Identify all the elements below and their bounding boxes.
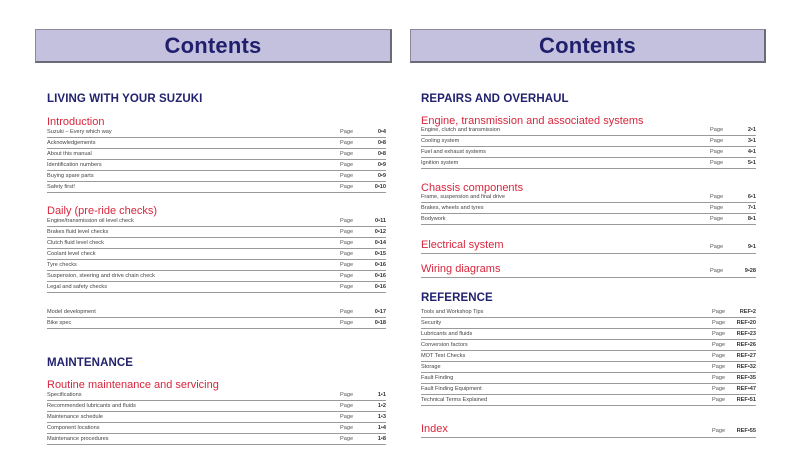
toc-entry[interactable]: Safety first! Page 0•10	[47, 182, 386, 193]
toc-entry[interactable]: About this manual Page 0•8	[47, 149, 386, 160]
toc-entry[interactable]: Clutch fluid level check Page 0•14	[47, 238, 386, 249]
toc-entry[interactable]: Buying spare parts Page 0•9	[47, 171, 386, 182]
toc-entry[interactable]: Maintenance schedule Page 1•3	[47, 412, 386, 423]
section-heading-introduction: Introduction	[47, 116, 105, 128]
toc-entry[interactable]: Maintenance procedures Page 1•8	[47, 434, 386, 445]
toc-entry[interactable]: Frame, suspension and final drive Page 6•1	[421, 192, 756, 203]
section-heading-chassis: Chassis components	[421, 182, 524, 194]
toc-entry[interactable]: Lubricants and fluids Page REF•23	[421, 329, 756, 340]
toc-entry[interactable]: Model development Page 0•17	[47, 307, 386, 318]
toc-entry[interactable]: Security Page REF•20	[421, 318, 756, 329]
section-heading-engine: Engine, transmission and associated systems	[421, 115, 644, 127]
toc-entry[interactable]: Technical Terms Explained Page REF•51	[421, 395, 756, 406]
engine-list	[421, 125, 756, 169]
toc-entry[interactable]: Identification numbers Page 0•9	[47, 160, 386, 171]
toc-entry[interactable]: Fuel and exhaust systems Page 4•1	[421, 147, 756, 158]
toc-entry[interactable]: Brakes, wheels and tyres Page 7•1	[421, 203, 756, 214]
toc-entry[interactable]: Component locations Page 1•4	[47, 423, 386, 434]
right-column	[421, 0, 756, 467]
toc-entry[interactable]: Tyre checks Page 0•16	[47, 260, 386, 271]
toc-entry-index[interactable]: Index Page REF•55	[421, 422, 756, 438]
contents-title: Contents	[539, 32, 636, 58]
toc-entry[interactable]: Brakes fluid level checks Page 0•12	[47, 227, 386, 238]
contents-title: Contents	[164, 32, 262, 58]
toc-entry[interactable]: Fault Finding Page REF•35	[421, 373, 756, 384]
toc-entry[interactable]: Suzuki – Every which way Page 0•4	[47, 127, 386, 138]
introduction-list	[47, 127, 386, 193]
part-heading-maintenance: MAINTENANCE	[47, 357, 134, 369]
model-list	[47, 307, 386, 329]
part-heading-reference: REFERENCE	[421, 292, 493, 304]
toc-entry[interactable]: Specifications Page 1•1	[47, 390, 386, 401]
toc-entry[interactable]: Recommended lubricants and fluids Page 1•2	[47, 401, 386, 412]
toc-entry[interactable]: Ignition system Page 5•1	[421, 158, 756, 169]
toc-entry[interactable]: Fault Finding Equipment Page REF•47	[421, 384, 756, 395]
section-heading-daily-checks: Daily (pre-ride checks)	[47, 205, 158, 217]
toc-entry[interactable]: Engine/transmission oil level check Page 0•11	[47, 216, 386, 227]
part-heading-repairs: REPAIRS AND OVERHAUL	[421, 93, 569, 105]
chassis-list	[421, 192, 756, 225]
toc-entry[interactable]: Suspension, steering and drive chain check Page 0•16	[47, 271, 386, 282]
toc-entry[interactable]: Acknowledgements Page 0•8	[47, 138, 386, 149]
toc-entry[interactable]: Legal and safety checks Page 0•16	[47, 282, 386, 293]
left-column	[47, 0, 386, 467]
reference-list	[421, 307, 756, 406]
toc-entry[interactable]: MOT Test Checks Page REF•27	[421, 351, 756, 362]
daily-checks-list	[47, 216, 386, 293]
routine-list	[47, 390, 386, 445]
part-heading-living: LIVING WITH YOUR SUZUKI	[47, 93, 203, 105]
contents-page-right	[400, 0, 800, 467]
toc-entry[interactable]: Cooling system Page 3•1	[421, 136, 756, 147]
toc-entry[interactable]: Bodywork Page 8•1	[421, 214, 756, 225]
toc-entry[interactable]: Bike spec Page 0•18	[47, 318, 386, 329]
toc-entry[interactable]: Storage Page REF•32	[421, 362, 756, 373]
toc-entry[interactable]: Engine, clutch and transmission Page 2•1	[421, 125, 756, 136]
toc-entry-wiring[interactable]: Wiring diagrams Page 9•28	[421, 262, 756, 278]
toc-entry[interactable]: Tools and Workshop Tips Page REF•2	[421, 307, 756, 318]
toc-entry[interactable]: Coolant level check Page 0•15	[47, 249, 386, 260]
toc-entry[interactable]: Conversion factors Page REF•26	[421, 340, 756, 351]
section-heading-routine: Routine maintenance and servicing	[47, 379, 219, 391]
toc-entry-electrical[interactable]: Electrical system Page 9•1	[421, 238, 756, 254]
